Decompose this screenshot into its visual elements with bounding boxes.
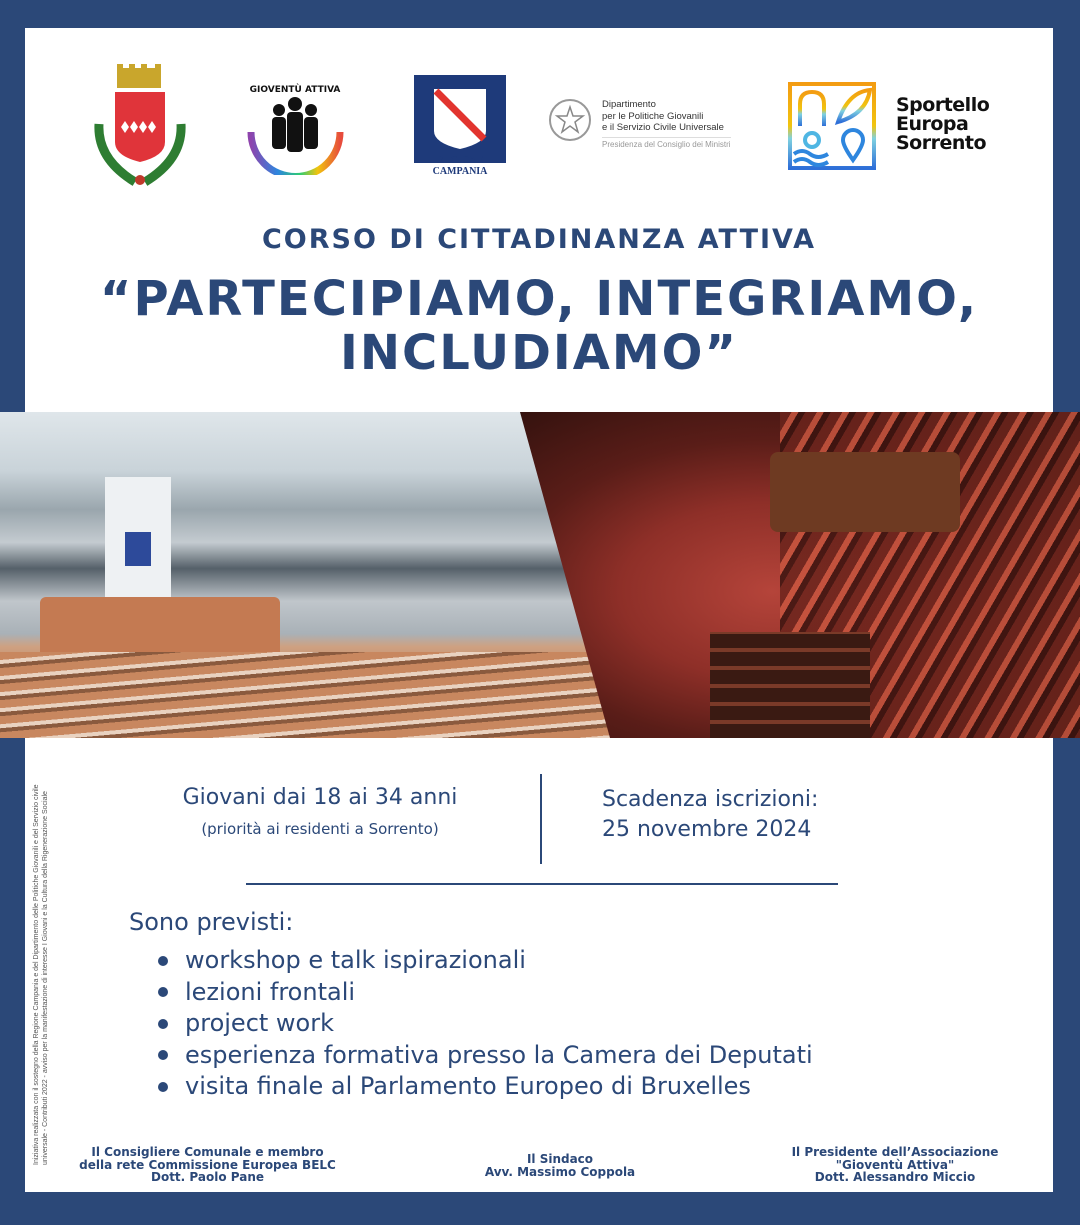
- deadline-label: Scadenza iscrizioni:: [602, 787, 819, 812]
- signature-role: Il Consigliere Comunale e membro: [91, 1145, 324, 1159]
- program-heading: Sono previsti:: [129, 908, 294, 936]
- eu-presidium-desk: [40, 597, 280, 657]
- program-item: [158, 945, 813, 977]
- regione-campania-logo: [410, 75, 510, 177]
- gioventu-attiva-logo: [243, 80, 348, 175]
- signature-role: "Gioventù Attiva": [835, 1157, 955, 1172]
- sportello-gradient-icon: [788, 82, 876, 170]
- svg-text:GIOVENTÙ ATTIVA: GIOVENTÙ ATTIVA: [249, 85, 341, 95]
- vertical-divider: [540, 774, 542, 864]
- bullet-icon: [158, 1019, 168, 1029]
- audience-text: Giovani dai 18 ai 34 anni: [182, 785, 458, 810]
- signature-role: Il Sindaco: [526, 1152, 594, 1166]
- it-center-rows: [710, 632, 870, 738]
- deadline-date: 25 novembre 2024: [602, 817, 812, 842]
- program-item-text: visita finale al Parlamento Europeo di Bruxelles: [185, 1072, 751, 1100]
- signature-role: della rete Commissione Europea BELC: [79, 1157, 336, 1172]
- sportello-line-1: Sportello: [896, 94, 990, 116]
- bullet-icon: [158, 987, 168, 997]
- dipartimento-line-3: e il Servizio Civile Universale: [602, 122, 724, 133]
- funding-note-line-2: universale - Contributi 2022 - avviso per la manifestazione di interesse I Giovani e la Cultura della Rigenerazione Sociale: [42, 791, 49, 1165]
- eu-seat-rows: [0, 652, 620, 738]
- program-item: [158, 1008, 813, 1040]
- audience-info: [120, 785, 520, 838]
- eu-flag-icon: [125, 532, 151, 566]
- course-title: [25, 272, 1053, 380]
- course-title-line-1: “PARTECIPIAMO, INTEGRIAMO,: [99, 271, 979, 327]
- dipartimento-subline: Presidenza del Consiglio dei Ministri: [602, 137, 731, 151]
- program-item: [158, 977, 813, 1009]
- program-list: [158, 945, 813, 1103]
- course-subtitle: CORSO DI CITTADINANZA ATTIVA: [261, 224, 816, 255]
- signature-councillor: [60, 1146, 355, 1184]
- deadline-info: [602, 785, 818, 845]
- dipartimento-line-2: per le Politiche Giovanili: [602, 110, 704, 122]
- signature-name: Dott. Paolo Pane: [150, 1170, 264, 1184]
- regione-campania-label: REGIONE CAMPANIA: [432, 155, 488, 177]
- parliament-photo-band: [0, 412, 1080, 738]
- course-title-line-2: INCLUDIAMO”: [339, 325, 739, 381]
- dipartimento-line-1: Dipartimento: [602, 99, 656, 110]
- program-item-text: esperienza formativa presso la Camera dei Deputati: [185, 1040, 813, 1069]
- signature-name: Dott. Alessandro Miccio: [814, 1170, 976, 1184]
- people-ring-icon: [243, 80, 348, 175]
- signature-name: Avv. Massimo Coppola: [484, 1164, 636, 1179]
- program-item-text: lezioni frontali: [185, 977, 356, 1006]
- crest-icon: [85, 64, 195, 189]
- sorrento-crest-logo: [85, 64, 195, 189]
- program-item: [158, 1071, 813, 1103]
- priority-text: (priorità ai residenti a Sorrento): [201, 820, 439, 838]
- bullet-icon: [158, 1050, 168, 1060]
- funding-note-line-1: Iniziativa realizzata con il sostegno della Regione Campania e del Dipartimento delle Politiche Giovanili e del Servizio civile: [33, 784, 40, 1165]
- signature-mayor: [460, 1153, 660, 1178]
- dipartimento-logo: [546, 95, 746, 155]
- horizontal-divider: [246, 883, 838, 885]
- signature-president: [770, 1146, 1020, 1184]
- sportello-line-2: Europa: [896, 113, 969, 135]
- funding-note: [32, 745, 50, 1165]
- european-parliament-photo: [0, 412, 620, 738]
- signature-role: Il Presidente dell’Associazione: [791, 1145, 999, 1159]
- regional-shield-icon: [410, 75, 510, 163]
- program-item-text: project work: [185, 1009, 335, 1037]
- sportello-line-3: Sorrento: [896, 132, 987, 154]
- eu-column: [105, 477, 171, 607]
- italian-parliament-photo: [520, 412, 1080, 738]
- program-item: [158, 1040, 813, 1072]
- bullet-icon: [158, 1082, 168, 1092]
- it-presidium-desk: [770, 452, 960, 532]
- program-item-text: workshop e talk ispirazionali: [185, 946, 526, 974]
- republic-emblem-icon: [546, 95, 594, 145]
- sportello-europa-logo: [788, 82, 1008, 170]
- bullet-icon: [158, 956, 168, 966]
